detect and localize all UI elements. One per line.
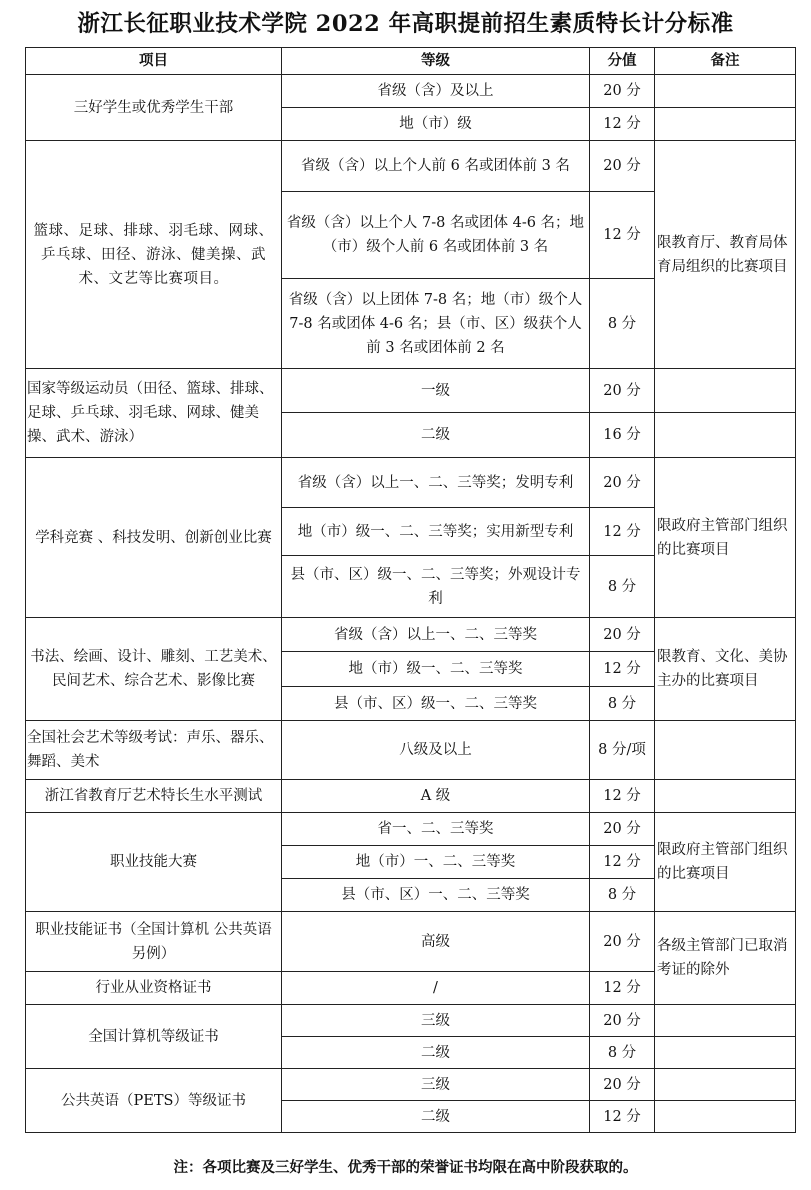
score-cell: 8 分 [590, 556, 655, 618]
level-cell: 县（市、区）一、二、三等奖 [282, 879, 590, 912]
score-cell: 8 分 [590, 687, 655, 721]
level-cell: 高级 [282, 912, 590, 972]
note-cell: 限政府主管部门组织的比赛项目 [655, 458, 796, 618]
level-cell: 三级 [282, 1005, 590, 1037]
note-cell [655, 1037, 796, 1069]
level-cell: 地（市）级一、二、三等奖；实用新型专利 [282, 508, 590, 556]
table-row [26, 1069, 796, 1101]
level-cell: 县（市、区）级一、二、三等奖；外观设计专利 [282, 556, 590, 618]
note-cell: 各级主管部门已取消考证的除外 [655, 912, 796, 1005]
score-cell: 20 分 [590, 618, 655, 652]
level-cell: 省级（含）以上个人前 6 名或团体前 3 名 [282, 141, 590, 192]
level-cell: 省级（含）以上团体 7-8 名；地（市）级个人 7-8 名或团体 4-6 名；县（市、区）级获个人前 3 名或团体前 2 名 [282, 279, 590, 369]
table-row [26, 721, 796, 780]
level-cell: 省一、二、三等奖 [282, 813, 590, 846]
item-cell: 公共英语（PETS）等级证书 [26, 1069, 282, 1133]
score-cell: 12 分 [590, 652, 655, 687]
header-level: 等级 [282, 48, 590, 75]
item-cell: 国家等级运动员（田径、篮球、排球、足球、乒乓球、羽毛球、网球、健美操、武术、游泳） [26, 369, 282, 458]
level-cell: 县（市、区）级一、二、三等奖 [282, 687, 590, 721]
header-score: 分值 [590, 48, 655, 75]
table-row [26, 458, 796, 508]
level-cell: 省级（含）以上一、二、三等奖 [282, 618, 590, 652]
level-cell: A 级 [282, 780, 590, 813]
level-cell: 地（市）级 [282, 108, 590, 141]
score-cell: 20 分 [590, 1069, 655, 1101]
level-cell: 省级（含）以上个人 7-8 名或团体 4-6 名；地（市）级个人前 6 名或团体前 3 名 [282, 192, 590, 279]
note-cell [655, 780, 796, 813]
item-cell: 书法、绘画、设计、雕刻、工艺美术、民间艺术、综合艺术、影像比赛 [26, 618, 282, 721]
footer-note: 注：各项比赛及三好学生、优秀干部的荣誉证书均限在高中阶段获取的。 [173, 1159, 638, 1176]
item-cell: 职业技能大赛 [26, 813, 282, 912]
level-cell: 三级 [282, 1069, 590, 1101]
score-cell: 20 分 [590, 75, 655, 108]
item-cell: 职业技能证书（全国计算机 公共英语 另例） [26, 912, 282, 972]
table-row [26, 618, 796, 652]
level-cell: 八级及以上 [282, 721, 590, 780]
score-cell: 20 分 [590, 141, 655, 192]
item-cell: 行业从业资格证书 [26, 972, 282, 1005]
table-row [26, 75, 796, 108]
document-title: 浙江长征职业技术学院 2022 年高职提前招生素质特长计分标准 [77, 11, 734, 37]
item-cell: 篮球、足球、排球、羽毛球、网球、乒乓球、田径、游泳、健美操、武术、文艺等比赛项目。 [26, 141, 282, 369]
table-row [26, 1005, 796, 1037]
level-cell: / [282, 972, 590, 1005]
level-cell: 地（市）级一、二、三等奖 [282, 652, 590, 687]
note-cell [655, 369, 796, 413]
note-cell [655, 1101, 796, 1133]
score-cell: 20 分 [590, 813, 655, 846]
score-cell: 12 分 [590, 1101, 655, 1133]
item-cell: 学科竞赛 、科技发明、创新创业比赛 [26, 458, 282, 618]
item-cell: 浙江省教育厅艺术特长生水平测试 [26, 780, 282, 813]
score-cell: 12 分 [590, 972, 655, 1005]
score-cell: 12 分 [590, 508, 655, 556]
header-note: 备注 [655, 48, 796, 75]
item-cell: 全国计算机等级证书 [26, 1005, 282, 1069]
table-row [26, 912, 796, 972]
score-cell: 20 分 [590, 458, 655, 508]
item-cell: 三好学生或优秀学生干部 [26, 75, 282, 141]
score-cell: 12 分 [590, 846, 655, 879]
table-row [26, 813, 796, 846]
header-item: 项目 [26, 48, 282, 75]
table-header-row [26, 48, 796, 75]
note-cell [655, 721, 796, 780]
score-cell: 8 分 [590, 279, 655, 369]
score-cell: 8 分 [590, 879, 655, 912]
level-cell: 地（市）一、二、三等奖 [282, 846, 590, 879]
note-cell [655, 413, 796, 458]
item-cell: 全国社会艺术等级考试：声乐、器乐、舞蹈、美术 [26, 721, 282, 780]
scoring-table [25, 47, 796, 1133]
note-cell [655, 75, 796, 108]
score-cell: 20 分 [590, 1005, 655, 1037]
score-cell: 20 分 [590, 912, 655, 972]
score-cell: 8 分/项 [590, 721, 655, 780]
level-cell: 二级 [282, 1101, 590, 1133]
level-cell: 二级 [282, 1037, 590, 1069]
score-cell: 16 分 [590, 413, 655, 458]
level-cell: 一级 [282, 369, 590, 413]
note-cell [655, 108, 796, 141]
table-row [26, 369, 796, 413]
score-cell: 12 分 [590, 192, 655, 279]
level-cell: 省级（含）及以上 [282, 75, 590, 108]
table-row [26, 780, 796, 813]
note-cell: 限政府主管部门组织的比赛项目 [655, 813, 796, 912]
score-cell: 12 分 [590, 780, 655, 813]
table-row [26, 141, 796, 192]
note-cell [655, 1069, 796, 1101]
note-cell [655, 1005, 796, 1037]
note-cell: 限教育厅、教育局体育局组织的比赛项目 [655, 141, 796, 369]
level-cell: 二级 [282, 413, 590, 458]
score-cell: 8 分 [590, 1037, 655, 1069]
score-cell: 20 分 [590, 369, 655, 413]
note-cell: 限教育、文化、美协主办的比赛项目 [655, 618, 796, 721]
level-cell: 省级（含）以上一、二、三等奖；发明专利 [282, 458, 590, 508]
score-cell: 12 分 [590, 108, 655, 141]
